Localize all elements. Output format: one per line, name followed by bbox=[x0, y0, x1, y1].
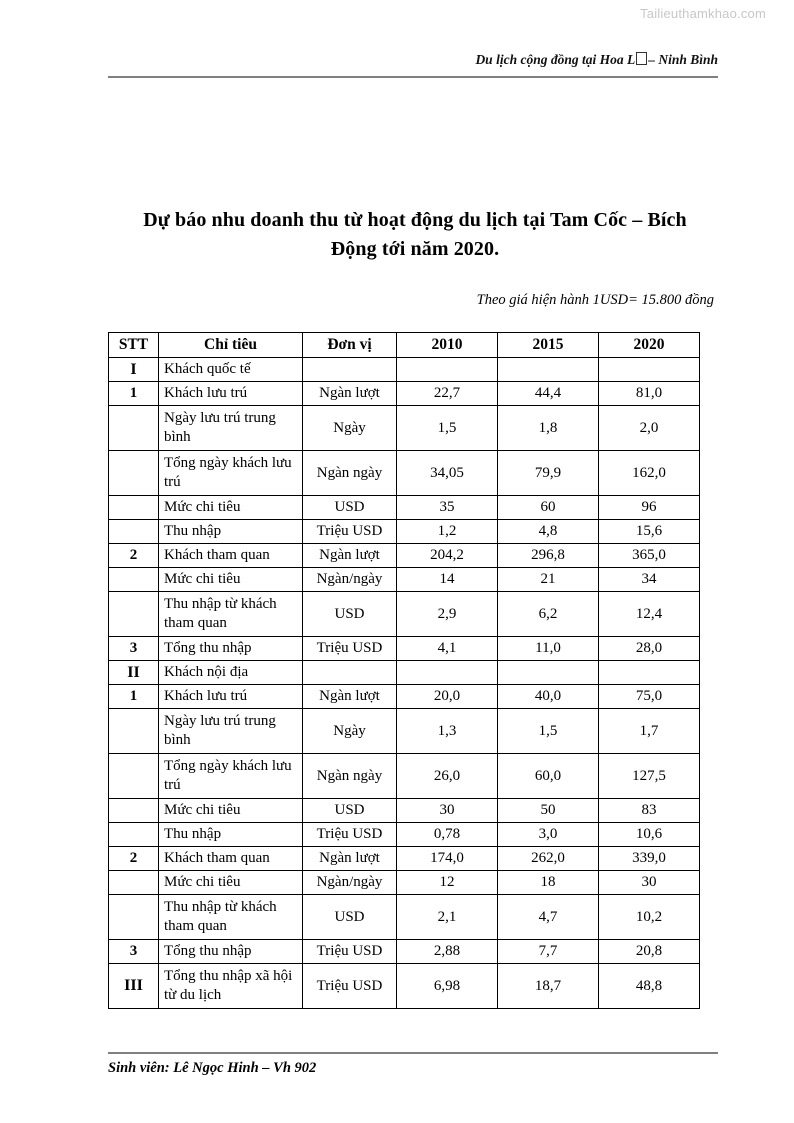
col-header-unit: Đơn vị bbox=[303, 333, 397, 358]
cell-2015: 1,8 bbox=[498, 406, 599, 451]
cell-2010: 12 bbox=[397, 871, 498, 895]
cell-unit: Ngàn lượt bbox=[303, 685, 397, 709]
cell-2020: 81,0 bbox=[599, 382, 700, 406]
cell-2010: 1,2 bbox=[397, 520, 498, 544]
cell-2020: 30 bbox=[599, 871, 700, 895]
cell-2015: 79,9 bbox=[498, 451, 599, 496]
cell-stt bbox=[109, 754, 159, 799]
cell-indicator: Tổng thu nhập bbox=[159, 637, 303, 661]
cell-indicator: Tổng thu nhập xã hội từ du lịch bbox=[159, 964, 303, 1009]
cell-2020: 127,5 bbox=[599, 754, 700, 799]
cell-stt: I bbox=[109, 358, 159, 382]
table-head bbox=[109, 333, 700, 358]
cell-2020: 339,0 bbox=[599, 847, 700, 871]
cell-2010: 30 bbox=[397, 799, 498, 823]
cell-indicator: Khách tham quan bbox=[159, 544, 303, 568]
cell-2015: 1,5 bbox=[498, 709, 599, 754]
cell-stt bbox=[109, 451, 159, 496]
cell-unit: USD bbox=[303, 496, 397, 520]
cell-2020 bbox=[599, 661, 700, 685]
table-row bbox=[109, 964, 700, 1009]
cell-2020: 20,8 bbox=[599, 940, 700, 964]
cell-2015: 296,8 bbox=[498, 544, 599, 568]
cell-unit: USD bbox=[303, 799, 397, 823]
table-row bbox=[109, 940, 700, 964]
cell-unit: Triệu USD bbox=[303, 964, 397, 1009]
cell-stt: 3 bbox=[109, 940, 159, 964]
cell-2015 bbox=[498, 661, 599, 685]
cell-2010: 2,88 bbox=[397, 940, 498, 964]
cell-2020: 365,0 bbox=[599, 544, 700, 568]
cell-stt: 2 bbox=[109, 544, 159, 568]
cell-2020 bbox=[599, 358, 700, 382]
table-row bbox=[109, 406, 700, 451]
cell-2020: 10,6 bbox=[599, 823, 700, 847]
table-row bbox=[109, 871, 700, 895]
forecast-table-wrapper bbox=[108, 332, 700, 1009]
cell-indicator: Tổng ngày khách lưu trú bbox=[159, 451, 303, 496]
cell-indicator: Khách tham quan bbox=[159, 847, 303, 871]
cell-unit: Ngàn ngày bbox=[303, 754, 397, 799]
col-header-stt: STT bbox=[109, 333, 159, 358]
cell-indicator: Khách nội địa bbox=[159, 661, 303, 685]
table-row bbox=[109, 754, 700, 799]
cell-2015: 44,4 bbox=[498, 382, 599, 406]
table-row bbox=[109, 685, 700, 709]
col-header-name: Chỉ tiêu bbox=[159, 333, 303, 358]
cell-2015: 18,7 bbox=[498, 964, 599, 1009]
cell-2020: 10,2 bbox=[599, 895, 700, 940]
cell-indicator: Thu nhập từ khách tham quan bbox=[159, 592, 303, 637]
footer-rule bbox=[108, 1052, 718, 1054]
cell-2010: 26,0 bbox=[397, 754, 498, 799]
cell-2010: 4,1 bbox=[397, 637, 498, 661]
cell-2020: 75,0 bbox=[599, 685, 700, 709]
table-row bbox=[109, 709, 700, 754]
cell-2020: 28,0 bbox=[599, 637, 700, 661]
cell-indicator: Khách lưu trú bbox=[159, 685, 303, 709]
header-rule bbox=[108, 76, 718, 78]
table-body bbox=[109, 358, 700, 1009]
cell-2010: 2,9 bbox=[397, 592, 498, 637]
cell-stt bbox=[109, 592, 159, 637]
cell-stt: 2 bbox=[109, 847, 159, 871]
cell-unit: Ngàn lượt bbox=[303, 847, 397, 871]
cell-2020: 83 bbox=[599, 799, 700, 823]
cell-stt: III bbox=[109, 964, 159, 1009]
cell-2020: 2,0 bbox=[599, 406, 700, 451]
running-header bbox=[108, 52, 718, 68]
cell-stt bbox=[109, 871, 159, 895]
cell-2020: 12,4 bbox=[599, 592, 700, 637]
cell-2010: 0,78 bbox=[397, 823, 498, 847]
table-row bbox=[109, 358, 700, 382]
cell-2015 bbox=[498, 358, 599, 382]
cell-stt bbox=[109, 496, 159, 520]
cell-unit: Ngày bbox=[303, 406, 397, 451]
cell-indicator: Thu nhập bbox=[159, 520, 303, 544]
table-row bbox=[109, 496, 700, 520]
cell-2020: 15,6 bbox=[599, 520, 700, 544]
col-header-2020: 2020 bbox=[599, 333, 700, 358]
cell-2015: 40,0 bbox=[498, 685, 599, 709]
table-row bbox=[109, 520, 700, 544]
table-row bbox=[109, 847, 700, 871]
table-row bbox=[109, 661, 700, 685]
cell-stt bbox=[109, 823, 159, 847]
cell-2010: 2,1 bbox=[397, 895, 498, 940]
cell-2010: 34,05 bbox=[397, 451, 498, 496]
cell-2015: 21 bbox=[498, 568, 599, 592]
forecast-table bbox=[108, 332, 700, 1009]
cell-2015: 3,0 bbox=[498, 823, 599, 847]
cell-2015: 7,7 bbox=[498, 940, 599, 964]
missing-glyph-box bbox=[636, 52, 647, 65]
cell-stt: 1 bbox=[109, 685, 159, 709]
cell-unit: Ngàn/ngày bbox=[303, 568, 397, 592]
cell-indicator: Khách quốc tế bbox=[159, 358, 303, 382]
cell-indicator: Ngày lưu trú trung bình bbox=[159, 709, 303, 754]
cell-stt: 3 bbox=[109, 637, 159, 661]
cell-2015: 18 bbox=[498, 871, 599, 895]
cell-2010 bbox=[397, 358, 498, 382]
cell-2010: 35 bbox=[397, 496, 498, 520]
cell-2015: 50 bbox=[498, 799, 599, 823]
cell-unit: Triệu USD bbox=[303, 823, 397, 847]
cell-indicator: Tổng thu nhập bbox=[159, 940, 303, 964]
table-row bbox=[109, 823, 700, 847]
cell-indicator: Mức chi tiêu bbox=[159, 799, 303, 823]
cell-indicator: Mức chi tiêu bbox=[159, 568, 303, 592]
cell-2020: 96 bbox=[599, 496, 700, 520]
cell-2020: 1,7 bbox=[599, 709, 700, 754]
cell-2010: 174,0 bbox=[397, 847, 498, 871]
page-title: Dự báo nhu doanh thu từ hoạt động du lịch tại Tam Cốc – Bích Động tới năm 2020. bbox=[143, 209, 687, 260]
cell-2020: 48,8 bbox=[599, 964, 700, 1009]
cell-2015: 262,0 bbox=[498, 847, 599, 871]
cell-2010: 1,5 bbox=[397, 406, 498, 451]
table-row bbox=[109, 544, 700, 568]
cell-unit: Ngàn lượt bbox=[303, 382, 397, 406]
cell-indicator: Thu nhập bbox=[159, 823, 303, 847]
cell-indicator: Mức chi tiêu bbox=[159, 871, 303, 895]
cell-2015: 4,8 bbox=[498, 520, 599, 544]
cell-unit: Ngày bbox=[303, 709, 397, 754]
cell-stt bbox=[109, 709, 159, 754]
cell-unit: Triệu USD bbox=[303, 637, 397, 661]
cell-indicator: Khách lưu trú bbox=[159, 382, 303, 406]
cell-stt bbox=[109, 568, 159, 592]
exchange-rate-note: Theo giá hiện hành 1USD= 15.800 đồng bbox=[476, 292, 714, 308]
cell-2010: 6,98 bbox=[397, 964, 498, 1009]
cell-2015: 6,2 bbox=[498, 592, 599, 637]
cell-unit: Ngàn/ngày bbox=[303, 871, 397, 895]
table-row bbox=[109, 451, 700, 496]
site-watermark: Tailieuthamkhao.com bbox=[640, 6, 766, 21]
cell-2010: 204,2 bbox=[397, 544, 498, 568]
cell-unit bbox=[303, 358, 397, 382]
table-row bbox=[109, 637, 700, 661]
table-row bbox=[109, 592, 700, 637]
cell-2015: 60,0 bbox=[498, 754, 599, 799]
cell-2020: 34 bbox=[599, 568, 700, 592]
student-footer: Sinh viên: Lê Ngọc Hinh – Vh 902 bbox=[108, 1060, 317, 1076]
cell-2015: 11,0 bbox=[498, 637, 599, 661]
running-header-before: Du lịch cộng đồng tại Hoa L bbox=[475, 52, 636, 67]
cell-2015: 4,7 bbox=[498, 895, 599, 940]
cell-unit: USD bbox=[303, 895, 397, 940]
table-row bbox=[109, 568, 700, 592]
cell-indicator: Ngày lưu trú trung bình bbox=[159, 406, 303, 451]
cell-unit: Ngàn lượt bbox=[303, 544, 397, 568]
cell-stt: II bbox=[109, 661, 159, 685]
cell-stt bbox=[109, 406, 159, 451]
cell-unit: Triệu USD bbox=[303, 520, 397, 544]
table-header-row bbox=[109, 333, 700, 358]
cell-unit bbox=[303, 661, 397, 685]
cell-2010: 1,3 bbox=[397, 709, 498, 754]
table-row bbox=[109, 382, 700, 406]
cell-unit: Triệu USD bbox=[303, 940, 397, 964]
table-row bbox=[109, 799, 700, 823]
cell-stt bbox=[109, 895, 159, 940]
cell-2010 bbox=[397, 661, 498, 685]
cell-unit: Ngàn ngày bbox=[303, 451, 397, 496]
table-row bbox=[109, 895, 700, 940]
cell-unit: USD bbox=[303, 592, 397, 637]
cell-2010: 22,7 bbox=[397, 382, 498, 406]
cell-2010: 20,0 bbox=[397, 685, 498, 709]
cell-2020: 162,0 bbox=[599, 451, 700, 496]
cell-indicator: Thu nhập từ khách tham quan bbox=[159, 895, 303, 940]
cell-indicator: Mức chi tiêu bbox=[159, 496, 303, 520]
col-header-2010: 2010 bbox=[397, 333, 498, 358]
cell-indicator: Tổng ngày khách lưu trú bbox=[159, 754, 303, 799]
running-header-after: – Ninh Bình bbox=[648, 52, 718, 67]
cell-stt: 1 bbox=[109, 382, 159, 406]
col-header-2015: 2015 bbox=[498, 333, 599, 358]
cell-stt bbox=[109, 520, 159, 544]
cell-2015: 60 bbox=[498, 496, 599, 520]
cell-2010: 14 bbox=[397, 568, 498, 592]
cell-stt bbox=[109, 799, 159, 823]
